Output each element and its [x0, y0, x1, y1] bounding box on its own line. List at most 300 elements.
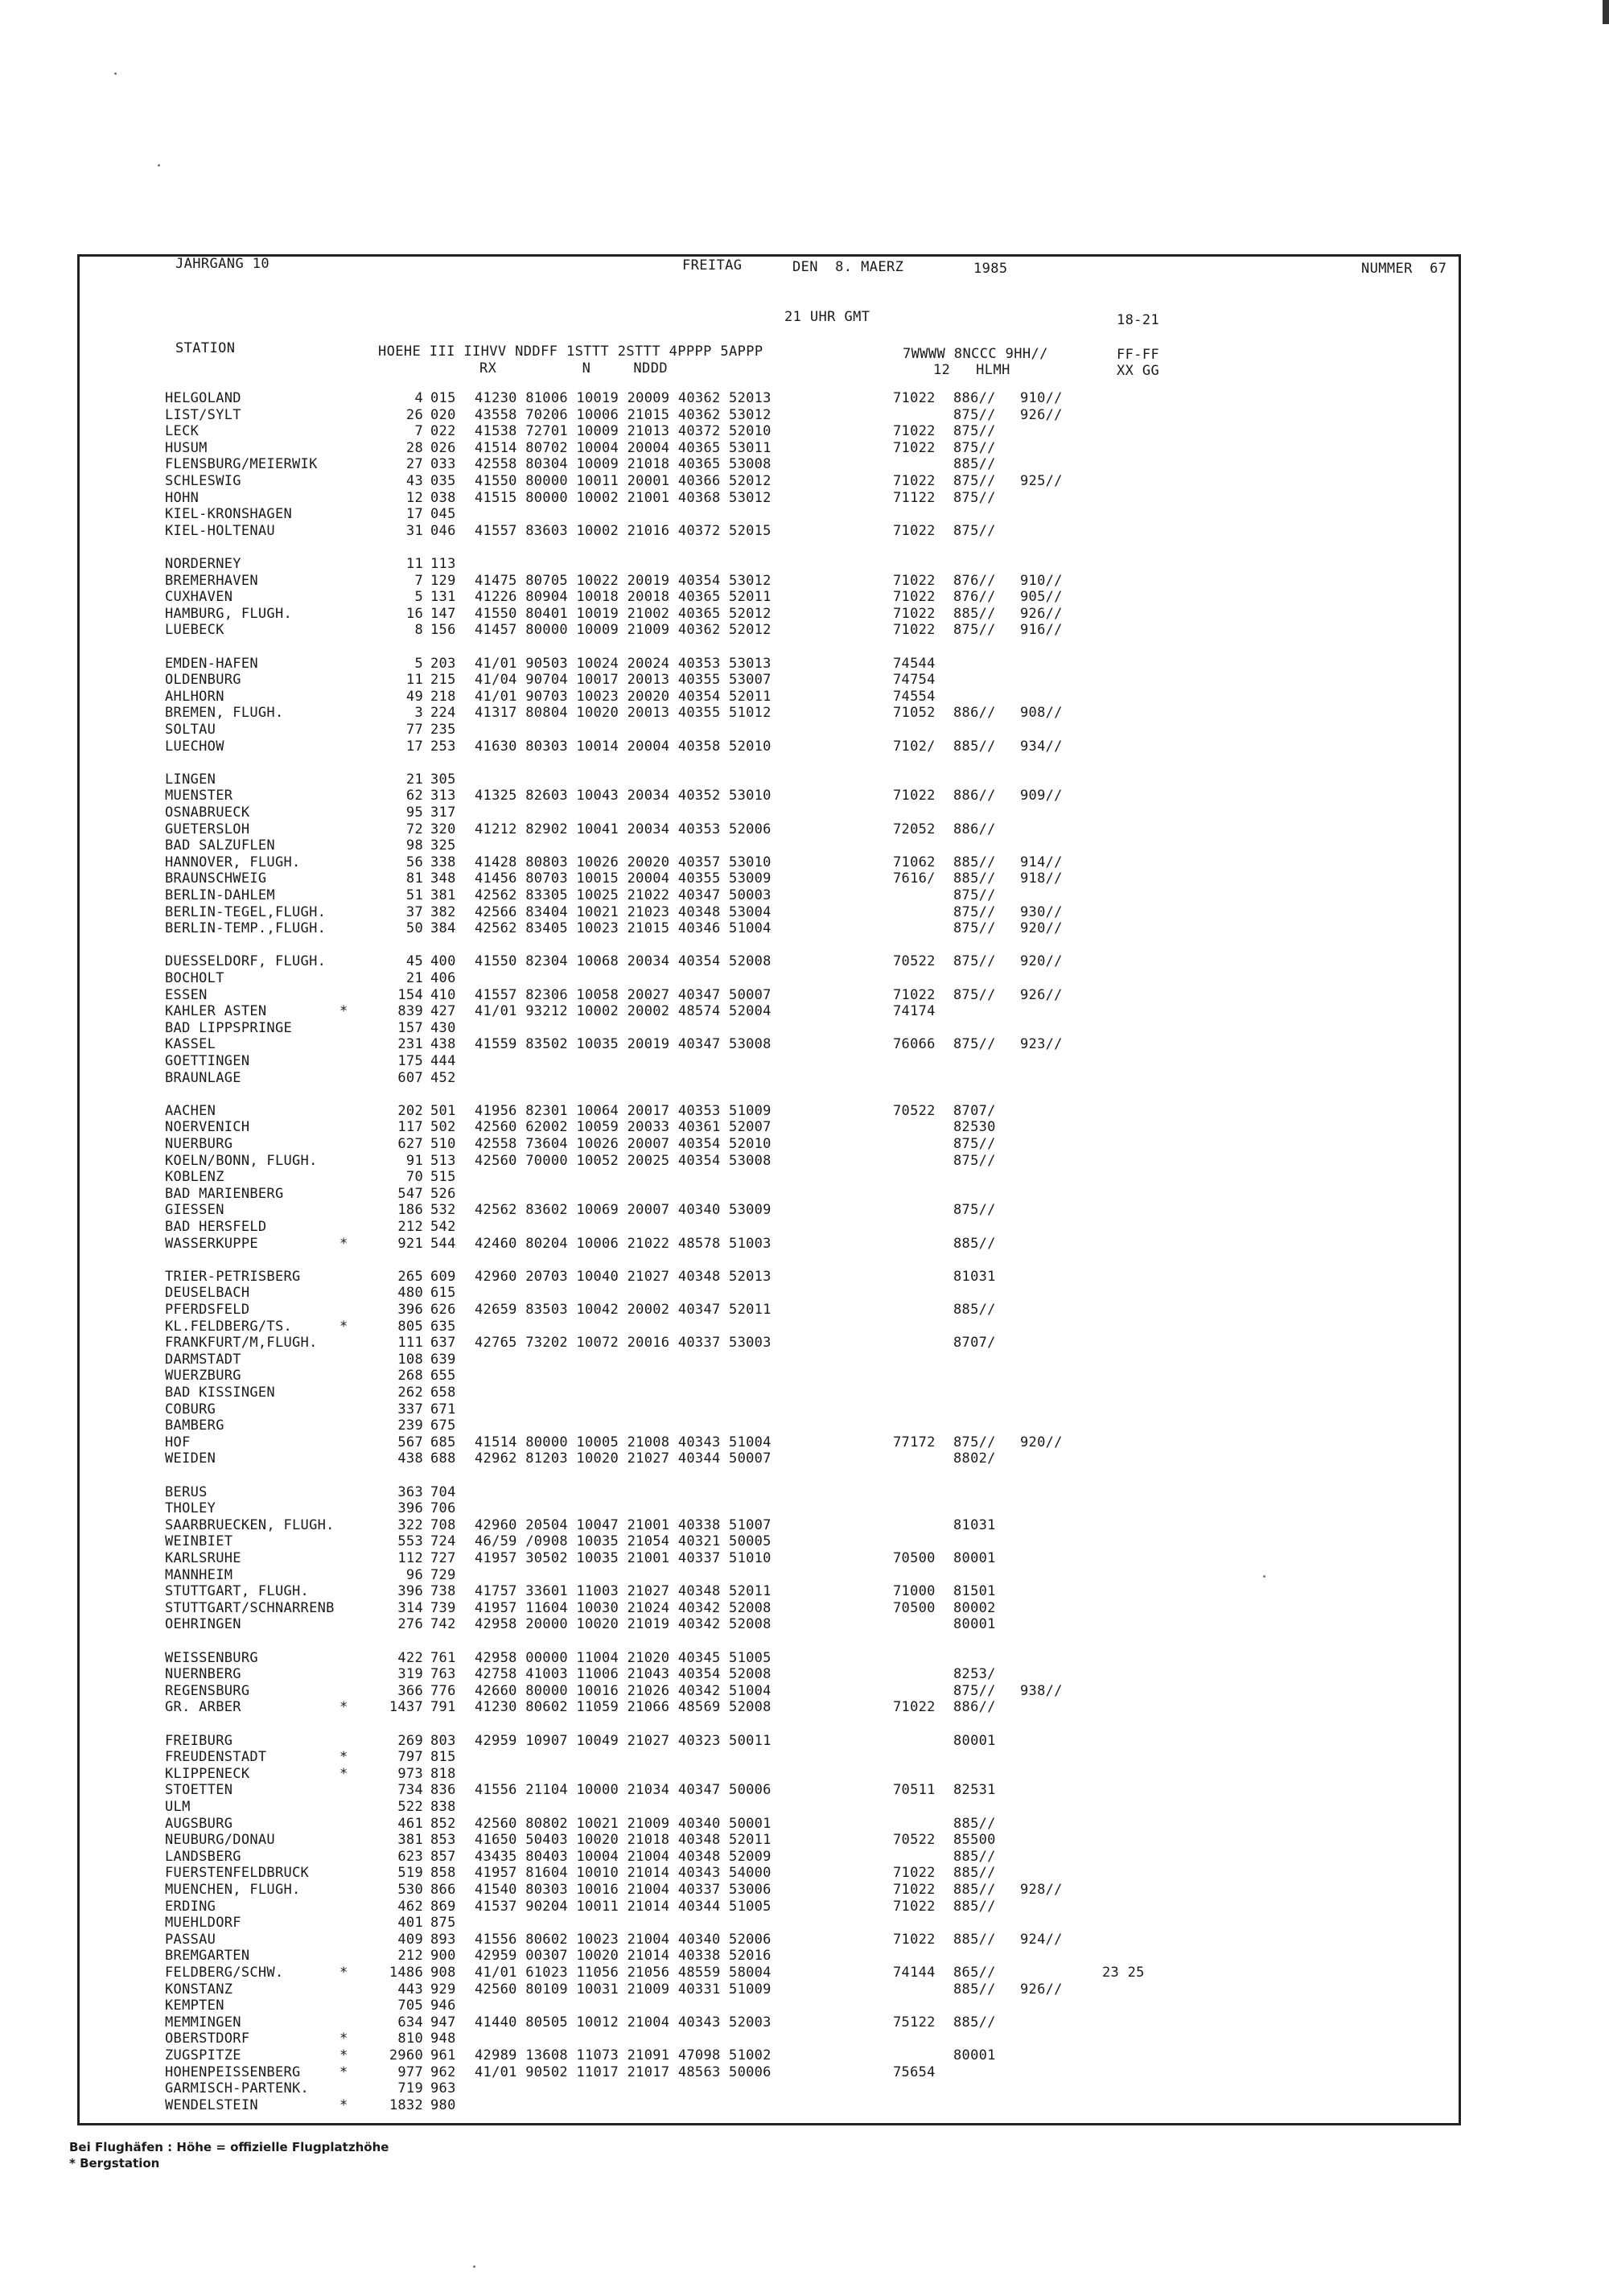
- station-code: 908: [430, 1965, 456, 1981]
- cloud-group: 885//: [953, 1865, 996, 1881]
- station-name: WASSERKUPPE: [165, 1236, 258, 1252]
- station-name: MUENCHEN, FLUGH.: [165, 1882, 301, 1898]
- station-height: 175: [397, 1053, 423, 1069]
- cloud-group: 885//: [953, 870, 996, 887]
- station-name: HANNOVER, FLUGH.: [165, 854, 301, 870]
- station-code: 729: [430, 1567, 456, 1583]
- cloud-group: 875//: [953, 1202, 996, 1218]
- station-name: GARMISCH-PARTENK.: [165, 2080, 310, 2096]
- station-name: AHLHORN: [165, 689, 224, 705]
- observation-groups: 41226 80904 10018 20018 40365 52011: [475, 589, 772, 605]
- station-name: STUTTGART, FLUGH.: [165, 1583, 310, 1599]
- weather-group: 71022: [893, 440, 936, 456]
- cloud-group: 865//: [953, 1965, 996, 1981]
- speck: [1263, 1575, 1265, 1578]
- station-code: 858: [430, 1865, 456, 1881]
- station-code: 224: [430, 705, 456, 721]
- station-name: AUGSBURG: [165, 1816, 233, 1832]
- station-code: 253: [430, 739, 456, 755]
- station-name: NOERVENICH: [165, 1119, 250, 1135]
- station-name: BERLIN-TEGEL,FLUGH.: [165, 904, 327, 920]
- station-name: STUTTGART/SCHNARRENB: [165, 1600, 335, 1616]
- cloud-group: 875//: [953, 1136, 996, 1152]
- station-name: DEUSELBACH: [165, 1285, 250, 1301]
- observation-groups: 46/59 /0908 10035 21054 40321 50005: [475, 1533, 772, 1549]
- station-code: 026: [430, 440, 456, 456]
- cloud-group: 875//: [953, 904, 996, 920]
- weather-group: 71022: [893, 523, 936, 539]
- station-name: KOBLENZ: [165, 1169, 224, 1185]
- observation-groups: 41475 80705 10022 20019 40354 53012: [475, 573, 772, 589]
- cloud-group: 886//: [953, 705, 996, 721]
- station-code: 113: [430, 556, 456, 572]
- mountain-marker: *: [339, 1236, 348, 1252]
- cloud-group: 8802/: [953, 1450, 996, 1467]
- station-height: 810: [397, 2031, 423, 2047]
- station-name: KIEL-KRONSHAGEN: [165, 506, 293, 522]
- cloud-group: 81501: [953, 1583, 996, 1599]
- station-height: 11: [405, 672, 423, 688]
- observation-groups: 42566 83404 10021 21023 40348 53004: [475, 904, 772, 920]
- station-name: BREMGARTEN: [165, 1948, 250, 1964]
- cloud-group: 885//: [953, 1816, 996, 1832]
- station-name: WUERZBURG: [165, 1368, 241, 1384]
- station-name: LINGEN: [165, 772, 216, 788]
- station-code: 452: [430, 1070, 456, 1086]
- station-name: NUERBURG: [165, 1136, 233, 1152]
- station-code: 900: [430, 1948, 456, 1964]
- station-name: EMDEN-HAFEN: [165, 656, 258, 672]
- cloud-group: 885//: [953, 1236, 996, 1252]
- station-name: TRIER-PETRISBERG: [165, 1269, 301, 1285]
- station-height: 396: [397, 1583, 423, 1599]
- station-code: 742: [430, 1616, 456, 1632]
- cloud-group: 875//: [953, 490, 996, 506]
- observation-groups: 41440 80505 10012 21004 40343 52003: [475, 2014, 772, 2031]
- station-height: 921: [397, 1236, 423, 1252]
- station-name: BOCHOLT: [165, 970, 224, 986]
- weather-group: 71022: [893, 1932, 936, 1948]
- cloud-group: 80002: [953, 1600, 996, 1616]
- station-code: 609: [430, 1269, 456, 1285]
- station-name: BREMEN, FLUGH.: [165, 705, 284, 721]
- weekday: FREITAG: [682, 257, 743, 274]
- observation-groups: 42562 83305 10025 21022 40347 50003: [475, 887, 772, 903]
- station-code: 215: [430, 672, 456, 688]
- station-code: 313: [430, 788, 456, 804]
- station-code: 438: [430, 1036, 456, 1052]
- station-name: FUERSTENFELDBRUCK: [165, 1865, 310, 1881]
- station-height: 522: [397, 1799, 423, 1815]
- station-code: 033: [430, 456, 456, 472]
- cloud-height-group: 925//: [1020, 473, 1063, 489]
- observation-groups: 41428 80803 10026 20020 40357 53010: [475, 854, 772, 870]
- station-name: FELDBERG/SCHW.: [165, 1965, 284, 1981]
- observation-groups: 41559 83502 10035 20019 40347 53008: [475, 1036, 772, 1052]
- station-code: 400: [430, 953, 456, 969]
- station-height: 8: [414, 622, 423, 638]
- station-code: 348: [430, 870, 456, 887]
- station-name: LUEBECK: [165, 622, 224, 638]
- station-name: REGENSBURG: [165, 1683, 250, 1699]
- station-name: THOLEY: [165, 1500, 216, 1516]
- column-weather-1: 7WWWW 8NCCC 9HH//: [903, 346, 1048, 362]
- station-code: 406: [430, 970, 456, 986]
- observation-groups: 41757 33601 11003 21027 40348 52011: [475, 1583, 772, 1599]
- observation-groups: 42962 81203 10020 21027 40344 50007: [475, 1450, 772, 1467]
- station-name: GIESSEN: [165, 1202, 224, 1218]
- observation-groups: 41/01 93212 10002 20002 48574 52004: [475, 1003, 772, 1019]
- station-name: PASSAU: [165, 1932, 216, 1948]
- station-code: 852: [430, 1816, 456, 1832]
- station-code: 156: [430, 622, 456, 638]
- cloud-height-group: 920//: [1020, 953, 1063, 969]
- observation-groups: 41325 82603 10043 20034 40352 53010: [475, 788, 772, 804]
- weather-group: 72052: [893, 821, 936, 837]
- cloud-group: 885//: [953, 1882, 996, 1898]
- station-code: 838: [430, 1799, 456, 1815]
- observation-groups: 41556 80602 10023 21004 40340 52006: [475, 1932, 772, 1948]
- observation-groups: 42558 80304 10009 21018 40365 53008: [475, 456, 772, 472]
- station-height: 409: [397, 1932, 423, 1948]
- station-height: 7: [414, 573, 423, 589]
- weather-group: 74754: [893, 672, 936, 688]
- observation-groups: 42959 10907 10049 21027 40323 50011: [475, 1733, 772, 1749]
- cloud-group: 80001: [953, 2047, 996, 2064]
- station-code: 947: [430, 2014, 456, 2031]
- station-name: MEMMINGEN: [165, 2014, 241, 2031]
- station-code: 776: [430, 1683, 456, 1699]
- observation-groups: 42562 83602 10069 20007 40340 53009: [475, 1202, 772, 1218]
- observation-groups: 41317 80804 10020 20013 40355 51012: [475, 705, 772, 721]
- station-height: 4: [414, 390, 423, 406]
- weather-group: 71022: [893, 573, 936, 589]
- weather-group: 70522: [893, 953, 936, 969]
- station-code: 980: [430, 2097, 456, 2113]
- station-code: 635: [430, 1319, 456, 1335]
- cloud-group: 81031: [953, 1517, 996, 1533]
- station-code: 325: [430, 837, 456, 854]
- station-name: KOELN/BONN, FLUGH.: [165, 1153, 318, 1169]
- weather-group: 7616/: [893, 870, 936, 887]
- cloud-group: 875//: [953, 1153, 996, 1169]
- mountain-marker: *: [339, 1699, 348, 1715]
- footnote-airport: Bei Flughäfen : Höhe = offizielle Flugplatzhöhe: [69, 2140, 389, 2154]
- station-height: 17: [405, 506, 423, 522]
- observation-groups: 42960 20504 10047 21001 40338 51007: [475, 1517, 772, 1533]
- station-height: 530: [397, 1882, 423, 1898]
- observation-groups: 42958 20000 10020 21019 40342 52008: [475, 1616, 772, 1632]
- obs-time: 21 UHR GMT: [784, 309, 870, 325]
- cloud-group: 886//: [953, 821, 996, 837]
- station-name: KLIPPENECK: [165, 1766, 250, 1782]
- station-height: 627: [397, 1136, 423, 1152]
- station-name: KASSEL: [165, 1036, 216, 1052]
- station-height: 231: [397, 1036, 423, 1052]
- weather-group: 71022: [893, 1882, 936, 1898]
- station-name: DARMSTADT: [165, 1352, 241, 1368]
- observation-groups: 41957 30502 10035 21001 40337 51010: [475, 1550, 772, 1566]
- station-code: 818: [430, 1766, 456, 1782]
- cloud-height-group: 926//: [1020, 987, 1063, 1003]
- station-name: BAD KISSINGEN: [165, 1385, 275, 1401]
- weather-group: 70522: [893, 1103, 936, 1119]
- station-code: 671: [430, 1401, 456, 1418]
- station-code: 875: [430, 1915, 456, 1931]
- station-name: HUSUM: [165, 440, 208, 456]
- station-code: 615: [430, 1285, 456, 1301]
- station-height: 262: [397, 1385, 423, 1401]
- station-name: OEHRINGEN: [165, 1616, 241, 1632]
- station-height: 239: [397, 1418, 423, 1434]
- cloud-group: 885//: [953, 2014, 996, 2031]
- station-height: 43: [405, 473, 423, 489]
- station-height: 422: [397, 1650, 423, 1666]
- station-height: 95: [405, 804, 423, 821]
- cloud-group: 80001: [953, 1616, 996, 1632]
- observation-groups: 41957 81604 10010 21014 40343 54000: [475, 1865, 772, 1881]
- station-name: DUESSELDORF, FLUGH.: [165, 953, 327, 969]
- cloud-height-group: 928//: [1020, 1882, 1063, 1898]
- station-height: 1486: [389, 1965, 423, 1981]
- observation-groups: 41/01 90703 10023 20020 40354 52011: [475, 689, 772, 705]
- observation-groups: 41/01 61023 11056 21056 48559 58004: [475, 1965, 772, 1981]
- observation-groups: 41/01 90502 11017 21017 48563 50006: [475, 2064, 772, 2080]
- station-height: 268: [397, 1368, 423, 1384]
- station-code: 022: [430, 423, 456, 439]
- station-code: 706: [430, 1500, 456, 1516]
- station-code: 320: [430, 821, 456, 837]
- station-name: ERDING: [165, 1899, 216, 1915]
- observation-groups: 41230 80602 11059 21066 48569 52008: [475, 1699, 772, 1715]
- cloud-group: 886//: [953, 788, 996, 804]
- station-name: HOHENPEISSENBERG: [165, 2064, 301, 2080]
- observation-groups: 41514 80702 10004 20004 40365 53011: [475, 440, 772, 456]
- station-name: MANNHEIM: [165, 1567, 233, 1583]
- weather-group: 70511: [893, 1782, 936, 1798]
- station-name: NEUBURG/DONAU: [165, 1832, 275, 1848]
- observation-groups: 41/01 90503 10024 20024 40353 53013: [475, 656, 772, 672]
- observation-groups: 41456 80703 10015 20004 40355 53009: [475, 870, 772, 887]
- mountain-marker: *: [339, 1965, 348, 1981]
- station-height: 98: [405, 837, 423, 854]
- station-name: OBERSTDORF: [165, 2031, 250, 2047]
- station-code: 704: [430, 1484, 456, 1500]
- station-name: BERUS: [165, 1484, 208, 1500]
- station-code: 946: [430, 1998, 456, 2014]
- station-name: LIST/SYLT: [165, 407, 241, 423]
- station-height: 396: [397, 1500, 423, 1516]
- station-height: 973: [397, 1766, 423, 1782]
- cloud-group: 875//: [953, 440, 996, 456]
- station-height: 461: [397, 1816, 423, 1832]
- observation-groups: 41537 90204 10011 21014 40344 51005: [475, 1899, 772, 1915]
- station-height: 26: [405, 407, 423, 423]
- cloud-height-group: 938//: [1020, 1683, 1063, 1699]
- station-height: 12: [405, 490, 423, 506]
- weather-group: 71122: [893, 490, 936, 506]
- cloud-group: 80001: [953, 1733, 996, 1749]
- weather-group: 71022: [893, 1699, 936, 1715]
- station-height: 269: [397, 1733, 423, 1749]
- column-ff-2: XX GG: [1117, 363, 1160, 379]
- station-name: COBURG: [165, 1401, 216, 1418]
- mountain-marker: *: [339, 1766, 348, 1782]
- cloud-height-group: 910//: [1020, 573, 1063, 589]
- station-height: 62: [405, 788, 423, 804]
- station-name: HOF: [165, 1434, 191, 1450]
- station-height: 623: [397, 1849, 423, 1865]
- observation-groups: 41956 82301 10064 20017 40353 51009: [475, 1103, 772, 1119]
- station-code: 515: [430, 1169, 456, 1185]
- cloud-group: 875//: [953, 473, 996, 489]
- station-height: 117: [397, 1119, 423, 1135]
- cloud-group: 875//: [953, 987, 996, 1003]
- station-name: OSNABRUECK: [165, 804, 250, 821]
- observation-groups: 41557 82306 10058 20027 40347 50007: [475, 987, 772, 1003]
- station-height: 401: [397, 1915, 423, 1931]
- station-height: 276: [397, 1616, 423, 1632]
- station-code: 384: [430, 920, 456, 936]
- observation-groups: 41230 81006 10019 20009 40362 52013: [475, 390, 772, 406]
- station-name: BRAUNLAGE: [165, 1070, 241, 1086]
- observation-groups: 42660 80000 10016 21026 40342 51004: [475, 1683, 772, 1699]
- observation-groups: 41550 80000 10011 20001 40366 52012: [475, 473, 772, 489]
- station-code: 502: [430, 1119, 456, 1135]
- date: DEN 8. MAERZ: [792, 259, 904, 275]
- station-name: KEMPTEN: [165, 1998, 224, 2014]
- cloud-height-group: 918//: [1020, 870, 1063, 887]
- observation-groups: 41556 21104 10000 21034 40347 50006: [475, 1782, 772, 1798]
- station-height: 72: [405, 821, 423, 837]
- weather-group: 70500: [893, 1600, 936, 1616]
- station-code: 510: [430, 1136, 456, 1152]
- station-height: 7: [414, 423, 423, 439]
- observation-groups: 42560 80109 10031 21009 40331 51009: [475, 1981, 772, 1998]
- cloud-group: 885//: [953, 606, 996, 622]
- cloud-group: 875//: [953, 423, 996, 439]
- cloud-group: 886//: [953, 1699, 996, 1715]
- station-height: 381: [397, 1832, 423, 1848]
- observation-groups: 41557 83603 10002 21016 40372 52015: [475, 523, 772, 539]
- cloud-group: 875//: [953, 887, 996, 903]
- cloud-height-group: 924//: [1020, 1932, 1063, 1948]
- station-height: 462: [397, 1899, 423, 1915]
- station-code: 655: [430, 1368, 456, 1384]
- observation-groups: 42558 73604 10026 20007 40354 52010: [475, 1136, 772, 1152]
- column-ff-1: FF-FF: [1117, 347, 1160, 363]
- station-code: 131: [430, 589, 456, 605]
- weather-group: 76066: [893, 1036, 936, 1052]
- cloud-group: 8707/: [953, 1103, 996, 1119]
- station-code: 427: [430, 1003, 456, 1019]
- station-code: 739: [430, 1600, 456, 1616]
- station-code: 035: [430, 473, 456, 489]
- station-height: 70: [405, 1169, 423, 1185]
- station-code: 658: [430, 1385, 456, 1401]
- edge-mark: [1603, 0, 1609, 24]
- cloud-group: 80001: [953, 1550, 996, 1566]
- cloud-group: 875//: [953, 523, 996, 539]
- station-height: 81: [405, 870, 423, 887]
- station-height: 547: [397, 1186, 423, 1202]
- cloud-height-group: 920//: [1020, 920, 1063, 936]
- observation-groups: 41550 80401 10019 21002 40365 52012: [475, 606, 772, 622]
- station-name: STOETTEN: [165, 1782, 233, 1798]
- station-height: 91: [405, 1153, 423, 1169]
- station-name: SCHLESWIG: [165, 473, 241, 489]
- station-code: 791: [430, 1699, 456, 1715]
- cloud-group: 886//: [953, 390, 996, 406]
- station-name: KONSTANZ: [165, 1981, 233, 1998]
- station-name: ZUGSPITZE: [165, 2047, 241, 2064]
- cloud-group: 885//: [953, 739, 996, 755]
- time-range: 18-21: [1117, 312, 1160, 328]
- station-name: WEISSENBURG: [165, 1650, 258, 1666]
- station-height: 5: [414, 589, 423, 605]
- observation-groups: 43435 80403 10004 21004 40348 52009: [475, 1849, 772, 1865]
- station-name: BAMBERG: [165, 1418, 224, 1434]
- station-code: 637: [430, 1335, 456, 1351]
- observation-groups: 42560 62002 10059 20033 40361 52007: [475, 1119, 772, 1135]
- station-code: 532: [430, 1202, 456, 1218]
- cloud-height-group: 930//: [1020, 904, 1063, 920]
- cloud-height-group: 926//: [1020, 407, 1063, 423]
- column-codes-2: RX N NDDD: [479, 360, 668, 376]
- station-name: BREMERHAVEN: [165, 573, 258, 589]
- station-height: 186: [397, 1202, 423, 1218]
- station-height: 11: [405, 556, 423, 572]
- cloud-height-group: 916//: [1020, 622, 1063, 638]
- station-name: FREUDENSTADT: [165, 1749, 267, 1765]
- cloud-group: 85500: [953, 1832, 996, 1848]
- footnote-mountain: * Bergstation: [69, 2156, 160, 2171]
- observation-groups: 41/04 90704 10017 20013 40355 53007: [475, 672, 772, 688]
- station-name: KAHLER ASTEN: [165, 1003, 267, 1019]
- station-name: FRANKFURT/M,FLUGH.: [165, 1335, 318, 1351]
- station-name: WENDELSTEIN: [165, 2097, 258, 2113]
- station-height: 56: [405, 854, 423, 870]
- mountain-marker: *: [339, 2031, 348, 2047]
- station-code: 815: [430, 1749, 456, 1765]
- station-name: BAD MARIENBERG: [165, 1186, 284, 1202]
- station-code: 046: [430, 523, 456, 539]
- station-code: 763: [430, 1666, 456, 1682]
- weather-group: 71022: [893, 423, 936, 439]
- cloud-group: 885//: [953, 1849, 996, 1865]
- station-code: 513: [430, 1153, 456, 1169]
- station-height: 2960: [389, 2047, 423, 2064]
- station-height: 805: [397, 1319, 423, 1335]
- station-code: 803: [430, 1733, 456, 1749]
- station-name: KARLSRUHE: [165, 1550, 241, 1566]
- station-height: 553: [397, 1533, 423, 1549]
- observation-groups: 42560 70000 10052 20025 40354 53008: [475, 1153, 772, 1169]
- station-code: 235: [430, 722, 456, 738]
- cloud-group: 885//: [953, 1981, 996, 1998]
- station-height: 37: [405, 904, 423, 920]
- station-height: 607: [397, 1070, 423, 1086]
- station-height: 49: [405, 689, 423, 705]
- station-height: 1832: [389, 2097, 423, 2113]
- station-code: 020: [430, 407, 456, 423]
- cloud-height-group: 905//: [1020, 589, 1063, 605]
- cloud-group: 885//: [953, 456, 996, 472]
- cloud-group: 876//: [953, 589, 996, 605]
- station-height: 202: [397, 1103, 423, 1119]
- station-height: 17: [405, 739, 423, 755]
- station-code: 218: [430, 689, 456, 705]
